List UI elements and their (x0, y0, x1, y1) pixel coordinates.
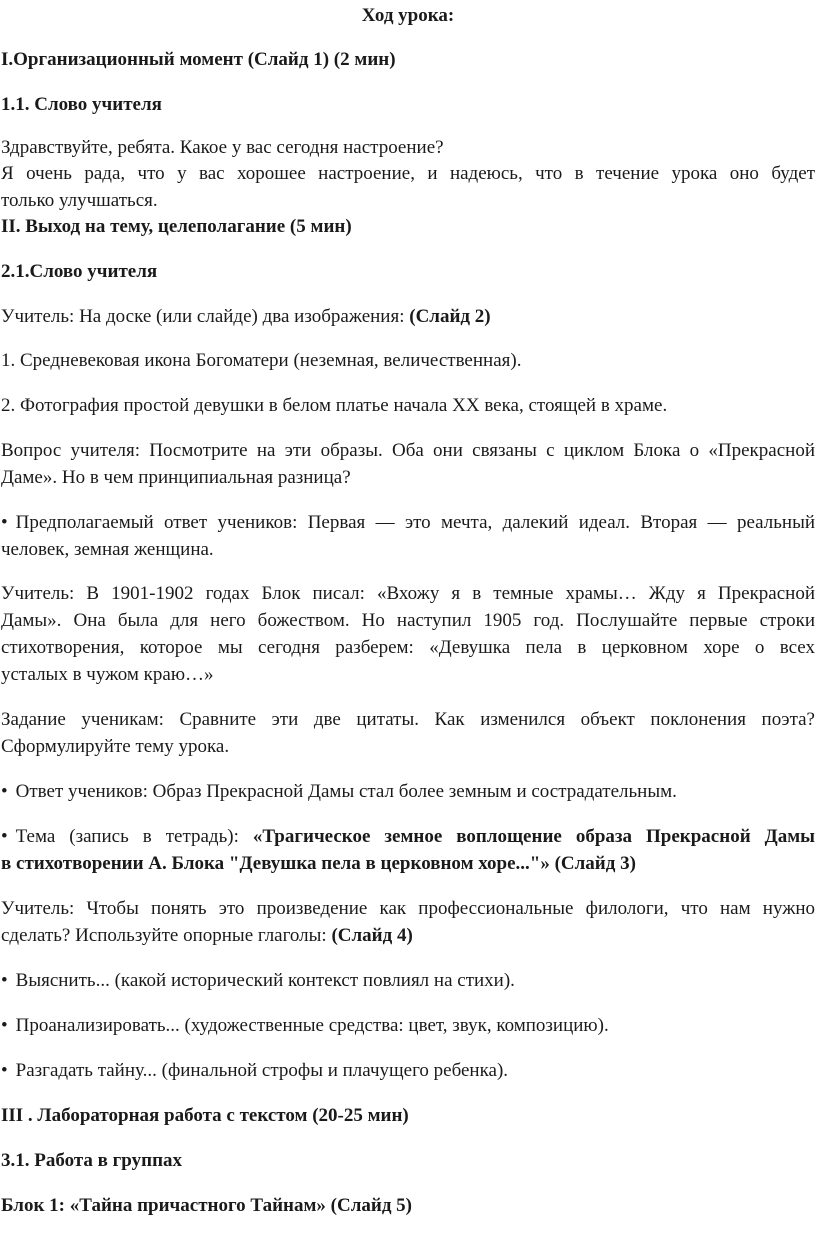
lesson-theme-title-part-1: «Трагическое земное воплощение образа Прекрасной Дамы (252, 826, 815, 847)
bullet: • (1, 970, 8, 991)
bullet: • (1, 826, 8, 847)
section-3-heading: III . Лабораторная работа с текстом (20-25 мин) (1, 1105, 409, 1126)
slide-2-ref: (Слайд 2) (409, 306, 491, 327)
verb-clarify-text: Выяснить... (какой исторический контекст повлиял на стихи). (15, 970, 515, 991)
mood-paragraph-line-1: Я очень рада, что у вас хорошее настроение, и надеюсь, что в течение урока оно будет (1, 163, 815, 184)
student-task-line-2: Сформулируйте тему урока. (1, 736, 230, 757)
teacher-question-line-2: Даме». Но в чем принципиальная разница? (1, 467, 351, 488)
verb-bullet-solve (1, 1057, 815, 1084)
greeting-paragraph: Здравствуйте, ребята. Какое у вас сегодня настроение? (1, 137, 444, 158)
lesson-theme-line-1 (1, 823, 815, 850)
teacher-quote-line-1: Учитель: В 1901-1902 годах Блок писал: «Вхожу я в темные храмы… Жду я Прекрасной (1, 583, 815, 604)
section-1-heading: I.Организационный момент (Слайд 1) (2 мин) (1, 49, 396, 70)
section-2-heading: II. Выход на тему, целеполагание (5 мин) (1, 216, 352, 237)
student-answer-text: Ответ учеников: Образ Прекрасной Дамы стал более земным и сострадательным. (15, 781, 677, 802)
expected-answer-line-2: человек, земная женщина. (1, 539, 214, 560)
expected-answer-text: Предполагаемый ответ учеников: Первая — это мечта, далекий идеал. Вторая — реальный (15, 512, 815, 533)
teacher-quote-line-3: стихотворения, которое мы сегодня разберем: «Девушка пела в церковном хоре о всех (1, 637, 815, 658)
verb-bullet-analyze (1, 1012, 815, 1039)
block-1-heading: Блок 1: «Тайна причастного Тайнам» (Слайд 5) (1, 1195, 413, 1216)
expected-answer-line-1 (1, 509, 815, 536)
teacher-question-line-1: Вопрос учителя: Посмотрите на эти образы. Оба они связаны с циклом Блока о «Прекрасной (1, 440, 815, 461)
document-title: Ход урока: (361, 5, 455, 26)
image-item-2: 2. Фотография простой девушки в белом платье начала XX века, стоящей в храме. (1, 395, 668, 416)
slide-4-ref: (Слайд 4) (331, 925, 413, 946)
verb-bullet-clarify (1, 967, 815, 994)
section-3-1-heading: 3.1. Работа в группах (1, 1150, 183, 1171)
teacher-intro-text: Учитель: На доске (или слайде) два изображения: (1, 306, 410, 327)
teacher-verbs-text: сделать? Используйте опорные глаголы: (1, 925, 332, 946)
student-answer-bullet (1, 778, 815, 805)
section-1-1-heading: 1.1. Слово учителя (1, 94, 162, 115)
teacher-quote-line-4: усталых в чужом краю…» (1, 664, 214, 685)
bullet: • (1, 781, 8, 802)
teacher-verbs-line-1: Учитель: Чтобы понять это произведение как профессиональные филологи, что нам нужно (1, 898, 815, 919)
image-item-1: 1. Средневековая икона Богоматери (неземная, величественная). (1, 350, 522, 371)
bullet: • (1, 1060, 8, 1081)
bullet: • (1, 512, 8, 533)
teacher-intro-paragraph (1, 303, 815, 330)
lesson-theme-prefix: Тема (запись в тетрадь): (15, 826, 253, 847)
teacher-quote-line-2: Дамы». Она была для него божеством. Но наступил 1905 год. Послушайте первые строки (1, 610, 815, 631)
student-task-line-1: Задание ученикам: Сравните эти две цитаты. Как изменился объект поклонения поэта? (1, 709, 815, 730)
verb-solve-text: Разгадать тайну... (финальной строфы и плачущего ребенка). (15, 1060, 509, 1081)
verb-analyze-text: Проанализировать... (художественные средства: цвет, звук, композицию). (15, 1015, 609, 1036)
bullet: • (1, 1015, 8, 1036)
mood-paragraph-line-2: только улучшаться. (1, 190, 158, 211)
section-2-1-heading: 2.1.Слово учителя (1, 261, 158, 282)
teacher-verbs-line-2 (1, 922, 815, 949)
lesson-theme-title-part-2: в стихотворении А. Блока "Девушка пела в церковном хоре..."» (Слайд 3) (1, 853, 636, 874)
